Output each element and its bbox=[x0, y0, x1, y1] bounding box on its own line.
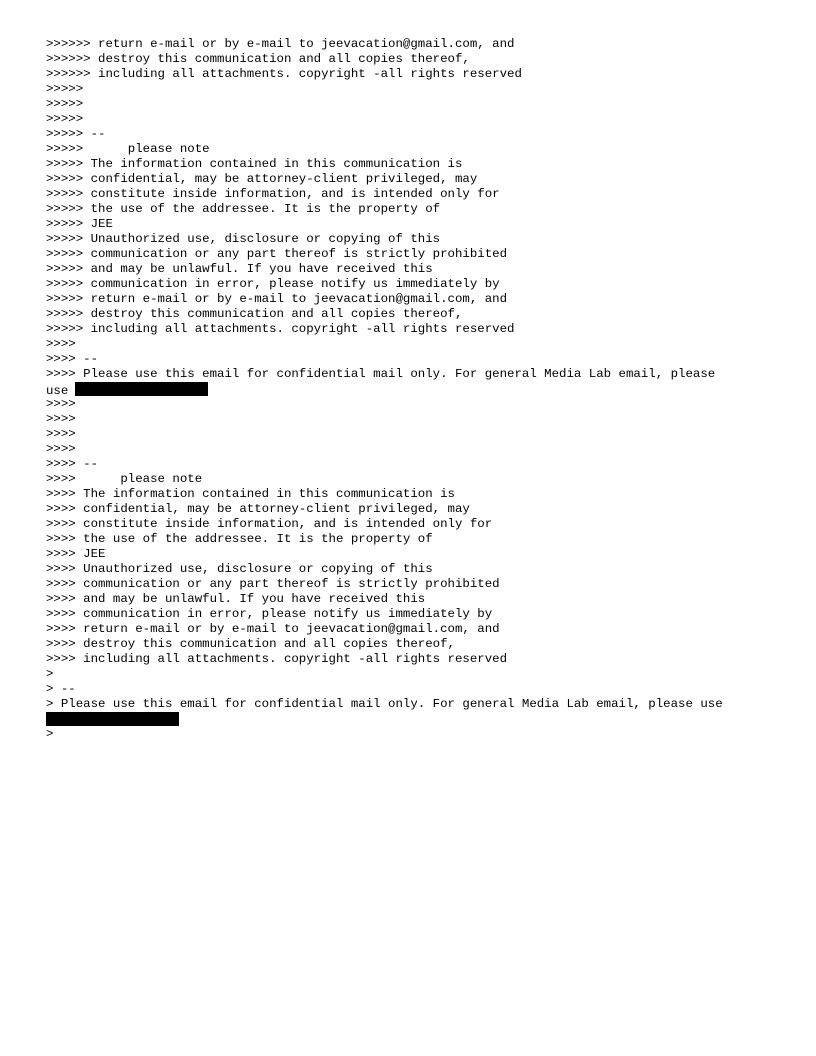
text-line: >>>>> bbox=[46, 82, 84, 96]
redaction-bar bbox=[75, 382, 208, 396]
email-body bbox=[46, 37, 786, 742]
text-line: >>>> -- bbox=[46, 352, 99, 366]
text-line-with-redaction bbox=[46, 712, 786, 727]
text-line: >>>>> including all attachments. copyright -all rights reserved bbox=[46, 322, 515, 336]
text-line: >>>> bbox=[46, 412, 76, 426]
text-line: >>>>>> return e-mail or by e-mail to jeevacation@gmail.com, and bbox=[46, 37, 515, 51]
text-line: >>>>> destroy this communication and all copies thereof, bbox=[46, 307, 463, 321]
text-line: >>>> JEE bbox=[46, 547, 106, 561]
text-line: >>>>> The information contained in this communication is bbox=[46, 157, 463, 171]
text-line: >>>>> -- bbox=[46, 127, 106, 141]
text-line: >>>>> bbox=[46, 112, 84, 126]
text-line: >>>>> confidential, may be attorney-client privileged, may bbox=[46, 172, 478, 186]
text-line: >>>> including all attachments. copyright -all rights reserved bbox=[46, 652, 508, 666]
text-line: >>>> Unauthorized use, disclosure or copying of this bbox=[46, 562, 433, 576]
redaction-bar bbox=[46, 712, 179, 726]
text-line: >>>> please note bbox=[46, 472, 203, 486]
text-line: >>>>> constitute inside information, and is intended only for bbox=[46, 187, 500, 201]
text-line: >>>>> please note bbox=[46, 142, 210, 156]
text-line: >>>> constitute inside information, and is intended only for bbox=[46, 517, 493, 531]
text-line: >>>> bbox=[46, 427, 76, 441]
text-line: > Please use this email for confidential mail only. For general Media Lab email, please use bbox=[46, 697, 723, 711]
text-line: >>>>> communication in error, please notify us immediately by bbox=[46, 277, 500, 291]
text-line: >>>> Please use this email for confidential mail only. For general Media Lab email, please bbox=[46, 367, 716, 381]
text-line: >>>>> the use of the addressee. It is the property of bbox=[46, 202, 441, 216]
text-line: > bbox=[46, 667, 54, 681]
text-line-fragment: use bbox=[46, 384, 69, 398]
text-line: > bbox=[46, 727, 54, 741]
text-line: >>>> destroy this communication and all copies thereof, bbox=[46, 637, 455, 651]
text-line-with-redaction bbox=[46, 382, 786, 397]
text-line: >>>> the use of the addressee. It is the property of bbox=[46, 532, 433, 546]
text-line: >>>>>> destroy this communication and all copies thereof, bbox=[46, 52, 470, 66]
text-line: >>>>> JEE bbox=[46, 217, 113, 231]
text-line: >>>> The information contained in this communication is bbox=[46, 487, 455, 501]
text-line: >>>>> bbox=[46, 97, 84, 111]
text-line: >>>> -- bbox=[46, 457, 99, 471]
text-line: >>>>> Unauthorized use, disclosure or copying of this bbox=[46, 232, 441, 246]
text-line: >>>> communication or any part thereof is strictly prohibited bbox=[46, 577, 500, 591]
text-line: >>>> bbox=[46, 337, 76, 351]
text-line: >>>> confidential, may be attorney-client privileged, may bbox=[46, 502, 470, 516]
text-line: >>>> and may be unlawful. If you have received this bbox=[46, 592, 426, 606]
text-line: >>>> communication in error, please notify us immediately by bbox=[46, 607, 493, 621]
text-line: >>>>>> including all attachments. copyright -all rights reserved bbox=[46, 67, 522, 81]
text-line: >>>> bbox=[46, 397, 76, 411]
text-line: >>>>> and may be unlawful. If you have received this bbox=[46, 262, 433, 276]
text-line: >>>> bbox=[46, 442, 76, 456]
text-line: >>>>> communication or any part thereof is strictly prohibited bbox=[46, 247, 508, 261]
text-line: > -- bbox=[46, 682, 76, 696]
text-line: >>>> return e-mail or by e-mail to jeevacation@gmail.com, and bbox=[46, 622, 500, 636]
text-line: >>>>> return e-mail or by e-mail to jeevacation@gmail.com, and bbox=[46, 292, 508, 306]
